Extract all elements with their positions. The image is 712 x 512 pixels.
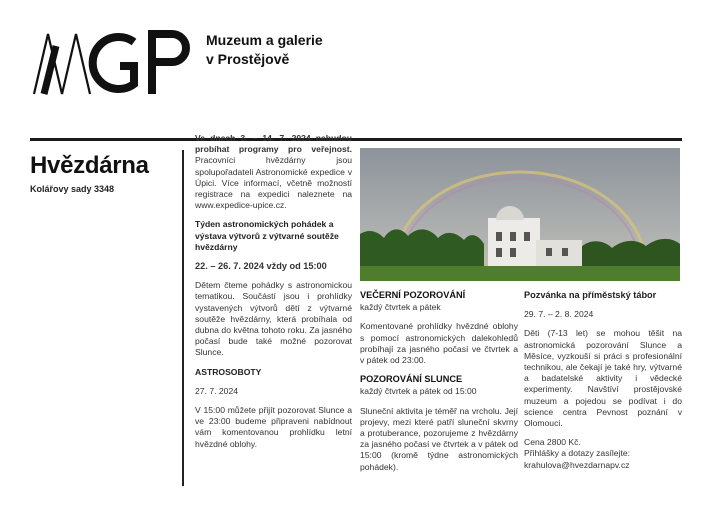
closure-notice	[195, 133, 352, 211]
mgp-logo-mark	[30, 20, 200, 100]
astrosoboty-text: V 15:00 můžete přijít pozorovat Slunce a ve 23:00 budeme připraveni nabídnout vám komentovanou prohlídku letní hvězdné oblohy.	[195, 405, 352, 449]
column-2	[360, 290, 518, 481]
camp-email[interactable]: krahulova@hvezdarnapv.cz	[524, 459, 630, 470]
brand-line-2: v Prostějově	[206, 51, 290, 67]
observatory-photo	[360, 148, 680, 281]
column-1	[195, 133, 352, 458]
closure-notice-bold: Ve dnech 3. – 14. 7. 2024 nebudou probíhat programy pro veřejnost.	[195, 133, 352, 155]
evening-observation-text: Komentované prohlídky hvězdné oblohy s pomocí astronomických dalekohledů probíhají za jasného počasí ve čtvrtek a v pátek od 23:00.	[360, 321, 518, 366]
page-title: Hvězdárna	[30, 152, 149, 179]
mgp-logo	[30, 20, 200, 100]
evening-observation-title: VEČERNÍ POZOROVÁNÍ	[360, 290, 466, 300]
brand-line-1: Muzeum a galerie	[206, 32, 323, 48]
astrosoboty-title: ASTROSOBOTY	[195, 366, 262, 377]
camp-signup: Přihlášky a dotazy zasílejte:	[524, 448, 631, 459]
camp-date: 29. 7. – 2. 8. 2024	[524, 309, 594, 320]
sun-observation-text: Sluneční aktivita je téměř na vrcholu. Její projevy, mezi které patří sluneční skvrny a protuberance, pozorujeme z hvězdárny za jasného počasí ve čtvrtek a v pátek od 15:00 (kromě týdne astronomických pohádek).	[360, 405, 518, 472]
lawn	[360, 266, 680, 281]
header-rule	[30, 138, 682, 141]
address: Kolářovy sady 3348	[30, 184, 115, 194]
fairy-tale-week-title: Týden astronomických pohádek a výstava výtvorů z výtvarné soutěže hvězdárny	[195, 219, 339, 252]
evening-observation-schedule: každý čtvrtek a pátek	[360, 302, 441, 313]
astrosoboty-date: 27. 7. 2024	[195, 385, 239, 396]
column-3	[524, 290, 682, 471]
sun-observation-title: POZOROVÁNÍ SLUNCE	[360, 374, 463, 385]
observatory-annex	[536, 240, 582, 268]
fairy-tale-week-date: 22. – 26. 7. 2024 vždy od 15:00	[195, 261, 327, 272]
camp-price: Cena 2800 Kč.	[524, 437, 581, 448]
closure-notice-text: Pracovníci hvězdárny jsou spolupořadateli Astronomické expedice v Úpici. Více informací, včetně možností registrace na expedici naleznete na www.expedice-upice.cz.	[195, 155, 352, 211]
sun-observation-schedule: každý čtvrtek a pátek od 15:00	[360, 386, 477, 397]
fairy-tale-week-text: Dětem čteme pohádky s astronomickou tematikou. Součástí jsou i prohlídky vystavených výtvorů dětí z výtvarné soutěže hvězdárny, která probíhala od dubna do května tohoto roku. Za jasného počasí bude také možné pozorovat Slunce.	[195, 280, 352, 358]
brand-name	[206, 31, 323, 69]
observatory-building	[488, 218, 540, 268]
column-divider	[182, 150, 184, 486]
camp-title: Pozvánka na příměstský tábor	[524, 290, 657, 300]
observatory-illustration	[360, 148, 680, 281]
camp-text: Děti (7-13 let) se mohou těšit na astronomická pozorování Slunce a Měsíce, vyzkouší si práci s profesionální technikou, ale čekají je také hry, výtvarné a badatelské aktivity i vědecké experimenty. Navštíví prostějovské muzeum a pojedou se podívat i do science centra Pevnost poznání v Olomouci.	[524, 328, 682, 429]
